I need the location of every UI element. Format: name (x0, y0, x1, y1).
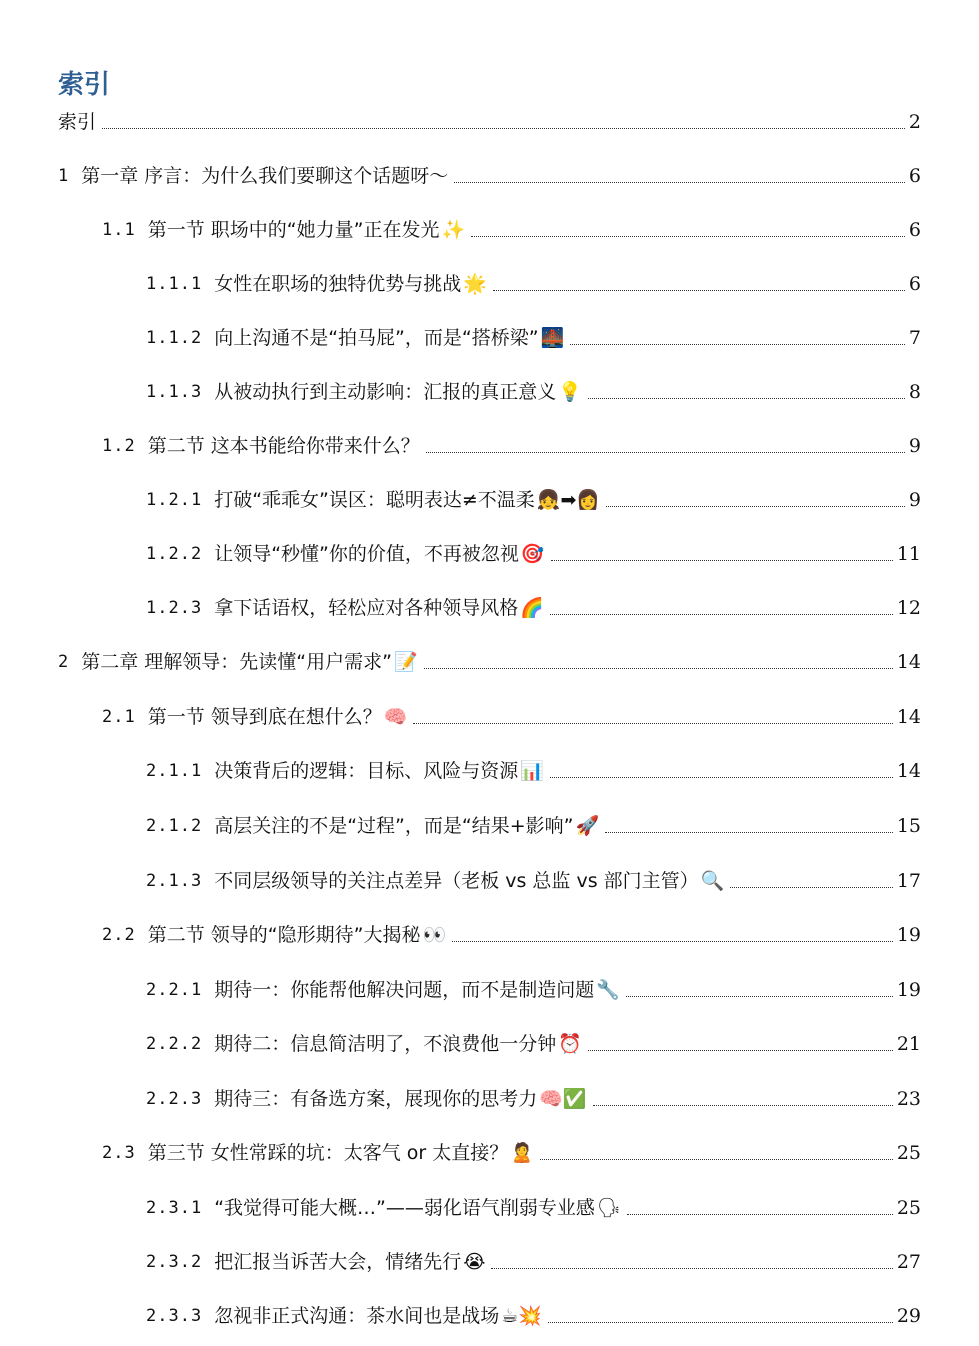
leader-dots (471, 236, 905, 237)
toc-entry[interactable] (146, 270, 921, 298)
star-icon: 🌟 (463, 273, 487, 295)
toc-entry-page: 2 (908, 111, 921, 133)
toc-entry-text: 索引 (58, 111, 97, 133)
coffee-collision-icon: ☕💥 (501, 1305, 542, 1327)
leader-dots (540, 1159, 893, 1160)
leader-dots (593, 1105, 893, 1106)
toc-entry-page: 29 (896, 1305, 921, 1327)
toc-entry-page: 25 (896, 1197, 921, 1219)
toc-entry[interactable] (102, 216, 921, 244)
toc-entry-page: 6 (908, 165, 921, 187)
rocket-icon: 🚀 (575, 815, 600, 837)
leader-dots (424, 668, 893, 669)
leader-dots (452, 941, 893, 942)
leader-dots (570, 344, 905, 345)
toc-entry-text: 决策背后的逻辑：目标、风险与资源 (214, 760, 519, 782)
toc-entry-page: 12 (896, 597, 921, 619)
toc-entry-page: 23 (896, 1088, 921, 1110)
toc-entry[interactable] (102, 432, 921, 460)
target-icon: 🎯 (520, 543, 545, 565)
toc-entry[interactable] (102, 921, 921, 949)
toc-entry-page: 6 (908, 219, 921, 241)
sparkles-icon: ✨ (441, 219, 466, 241)
crying-face-icon: 😭 (463, 1251, 486, 1273)
toc-entry-text: 第二节 这本书能给你带来什么？ (147, 435, 420, 457)
leader-dots (588, 398, 905, 399)
leader-dots (454, 182, 905, 183)
leader-dots (102, 128, 905, 129)
leader-dots (413, 723, 892, 724)
leader-dots (551, 560, 893, 561)
alarm-clock-icon: ⏰ (558, 1033, 582, 1055)
leader-dots (626, 996, 893, 997)
bar-chart-icon: 📊 (520, 760, 544, 782)
toc-entry-number: 1.1.3 (146, 382, 203, 402)
speaking-head-icon: 🗣 (596, 1197, 621, 1219)
leader-dots (426, 452, 905, 453)
girl-to-woman-icon: 👧➡👩 (536, 489, 601, 511)
toc-entry-number: 2.2 (102, 925, 136, 945)
leader-dots (730, 887, 893, 888)
toc-entry[interactable] (102, 1139, 921, 1167)
toc-entry-number: 1.1.1 (146, 274, 203, 294)
toc-entry-number: 2.1.1 (146, 761, 203, 781)
toc-entry-text: 忽视非正式沟通：茶水间也是战场 (214, 1305, 500, 1327)
leader-dots (493, 290, 905, 291)
toc-entry-page: 8 (908, 381, 921, 403)
toc-entry[interactable] (58, 162, 921, 190)
rainbow-icon: 🌈 (520, 597, 544, 619)
toc-entry[interactable] (102, 703, 921, 731)
toc-entry[interactable] (146, 486, 921, 514)
toc-entry-text: 期待一：你能帮他解决问题，而不是制造问题 (214, 979, 595, 1001)
toc-entry-number: 2.3.3 (146, 1306, 203, 1326)
toc-entry[interactable] (146, 1030, 921, 1058)
toc-entry[interactable] (146, 976, 921, 1004)
leader-dots (606, 506, 905, 507)
toc-entry[interactable] (146, 540, 921, 568)
toc-entry[interactable] (146, 1194, 921, 1222)
toc-entry-number: 1 (58, 166, 70, 186)
toc-entry[interactable] (58, 108, 921, 136)
toc-entry-text: “我觉得可能大概…”——弱化语气削弱专业感 (214, 1197, 595, 1219)
toc-entry[interactable] (146, 1302, 921, 1330)
toc-entry-page: 25 (896, 1142, 921, 1164)
toc-entry-text: 第一节 职场中的“她力量”正在发光 (147, 219, 440, 241)
toc-entry-number: 2.3 (102, 1143, 136, 1163)
toc-entry[interactable] (146, 757, 921, 785)
toc-entry-number: 2.1 (102, 707, 136, 727)
brain-check-icon: 🧠✅ (539, 1088, 587, 1110)
toc-entry-text: 从被动执行到主动影响：汇报的真正意义 (214, 381, 557, 403)
leader-dots (588, 1050, 893, 1051)
leader-dots (550, 777, 893, 778)
toc-entry-page: 14 (896, 760, 921, 782)
toc-entry-number: 2.2.1 (146, 980, 203, 1000)
leader-dots (605, 832, 893, 833)
toc-entry-number: 1.2.2 (146, 544, 203, 564)
toc-entry-text: 打破“乖乖女”误区：聪明表达≠不温柔 (214, 489, 535, 511)
toc-entry[interactable] (146, 324, 921, 352)
toc-entry[interactable] (146, 1248, 921, 1276)
toc-entry-page: 19 (896, 979, 921, 1001)
toc-entry-page: 14 (896, 651, 921, 673)
toc-entry-page: 27 (896, 1251, 921, 1273)
toc-entry-page: 17 (896, 870, 921, 892)
brain-icon: 🧠 (383, 706, 408, 728)
toc-entry-page: 14 (896, 706, 921, 728)
eyes-icon: 👀 (422, 924, 447, 946)
toc-entry-number: 1.2.3 (146, 598, 203, 618)
toc-entry-text: 期待三：有备选方案，展现你的思考力 (214, 1088, 538, 1110)
toc-entry-number: 2.1.2 (146, 816, 203, 836)
toc-entry[interactable] (146, 867, 921, 895)
toc-entry-page: 9 (908, 435, 921, 457)
toc-entry-text: 第一章 序言：为什么我们要聊这个话题呀～ (81, 165, 449, 187)
memo-icon: 📝 (393, 651, 418, 673)
toc-entry-page: 11 (896, 543, 921, 565)
toc-entry-text: 让领导“秒懂”你的价值，不再被忽视 (214, 543, 519, 565)
toc-entry-number: 1.1.2 (146, 328, 203, 348)
toc-entry-number: 2.3.1 (146, 1198, 203, 1218)
toc-entry-page: 7 (908, 327, 921, 349)
toc-entry-text: 第一节 领导到底在想什么？ (147, 706, 382, 728)
toc-entry-text: 第二章 理解领导：先读懂“用户需求” (81, 651, 392, 673)
toc-entry-text: 拿下话语权，轻松应对各种领导风格 (214, 597, 519, 619)
toc-entry-text: 期待二：信息简洁明了，不浪费他一分钟 (214, 1033, 557, 1055)
toc-entry-number: 2 (58, 652, 70, 672)
toc-entry-text: 第二节 领导的“隐形期待”大揭秘 (147, 924, 421, 946)
toc-entry-text: 第三节 女性常踩的坑：太客气 or 太直接？ (147, 1142, 509, 1164)
toc-entry-number: 2.3.2 (146, 1252, 203, 1272)
toc-entry[interactable] (58, 648, 921, 676)
toc-entry-page: 9 (908, 489, 921, 511)
toc-entry-text: 高层关注的不是“过程”，而是“结果+影响” (214, 815, 574, 837)
toc-entry-number: 2.2.3 (146, 1089, 203, 1109)
toc-entry-number: 2.2.2 (146, 1034, 203, 1054)
toc-entry-number: 1.2 (102, 436, 136, 456)
lightbulb-icon: 💡 (558, 381, 582, 403)
toc-entry-page: 19 (896, 924, 921, 946)
toc-entry-number: 2.1.3 (146, 871, 203, 891)
page-title: 索引 (58, 70, 111, 100)
leader-dots (548, 1322, 893, 1323)
toc-entry-number: 1.2.1 (146, 490, 203, 510)
toc-entry-text: 向上沟通不是“拍马屁”，而是“搭桥梁” (214, 327, 539, 349)
leader-dots (550, 614, 893, 615)
wrench-icon: 🔧 (596, 979, 620, 1001)
magnifier-icon: 🔍 (700, 870, 725, 892)
toc-entry-text: 把汇报当诉苦大会，情绪先行 (214, 1251, 462, 1273)
pouting-person-icon: 🙎 (510, 1142, 534, 1164)
bridge-icon: 🌉 (540, 327, 565, 349)
toc-entry[interactable] (146, 812, 921, 840)
toc-entry-page: 15 (896, 815, 921, 837)
toc-entry[interactable] (146, 378, 921, 406)
toc-entry[interactable] (146, 594, 921, 622)
toc-entry-number: 1.1 (102, 220, 136, 240)
leader-dots (491, 1268, 892, 1269)
leader-dots (627, 1214, 893, 1215)
toc-entry-page: 21 (896, 1033, 921, 1055)
toc-entry-text: 不同层级领导的关注点差异（老板 vs 总监 vs 部门主管） (214, 870, 699, 892)
toc-entry[interactable] (146, 1085, 921, 1113)
toc-entry-text: 女性在职场的独特优势与挑战 (214, 273, 462, 295)
toc-entry-page: 6 (908, 273, 921, 295)
